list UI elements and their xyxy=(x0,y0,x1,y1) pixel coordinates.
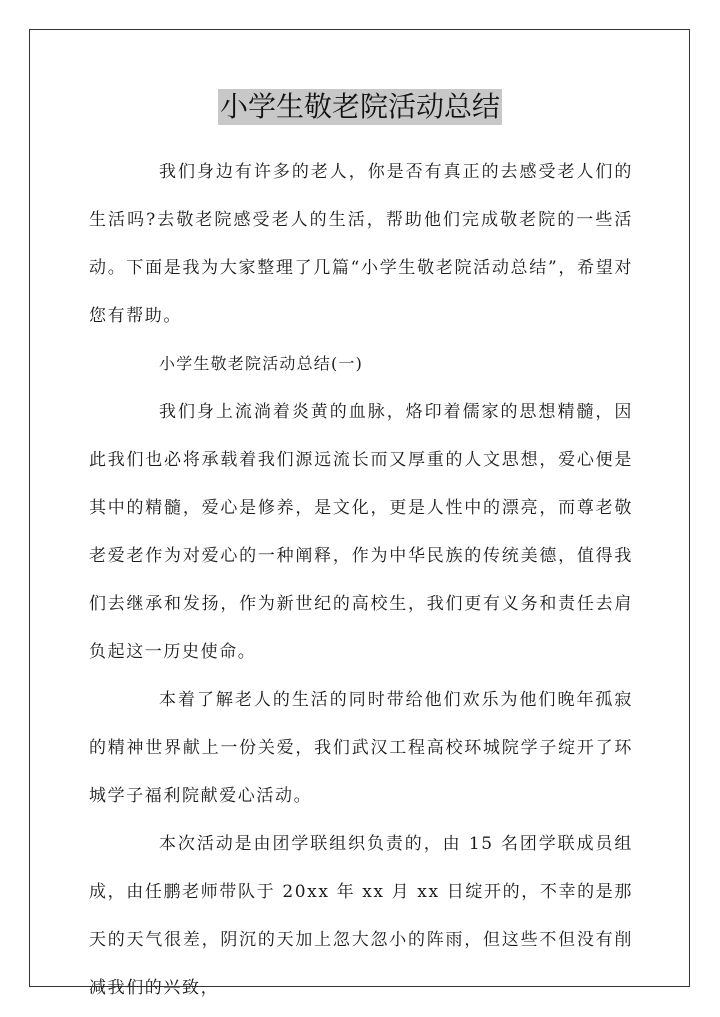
document-body xyxy=(89,148,633,1012)
body-paragraph: 我们身上流淌着炎黄的血脉，烙印着儒家的思想精髓，因此我们也必将承载着我们源远流长而又厚重的人文思想，爱心便是其中的精髓，爱心是修养，是文化，更是人性中的漂亮，而尊老敬老爱老作为对爱心的一种阐释，作为中华民族的传统美德，值得我们去继承和发扬，作为新世纪的高校生，我们更有义务和责任去肩负起这一历史使命。 xyxy=(89,402,633,662)
body-paragraph: 本着了解老人的生活的同时带给他们欢乐为他们晚年孤寂的精神世界献上一份关爱，我们武汉工程高校环城院学子绽开了环城学子福利院献爱心活动。 xyxy=(89,690,633,806)
intro-paragraph: 我们身边有许多的老人，你是否有真正的去感受老人们的生活吗?去敬老院感受老人的生活，帮助他们完成敬老院的一些活动。下面是我为大家整理了几篇“小学生敬老院活动总结”，希望对您有帮助。 xyxy=(89,162,633,326)
document-title: 小学生敬老院活动总结 xyxy=(219,90,500,123)
title-container xyxy=(0,89,720,125)
section-heading: 小学生敬老院活动总结(一) xyxy=(159,354,364,373)
body-paragraph: 本次活动是由团学联组织负责的，由 15 名团学联成员组成，由任鹏老师带队于 20xx 年 xx 月 xx 日绽开的，不幸的是那天的天气很差，阴沉的天加上忽大忽小的阵雨，但这些不但没有削减我们的兴致， xyxy=(89,834,633,998)
